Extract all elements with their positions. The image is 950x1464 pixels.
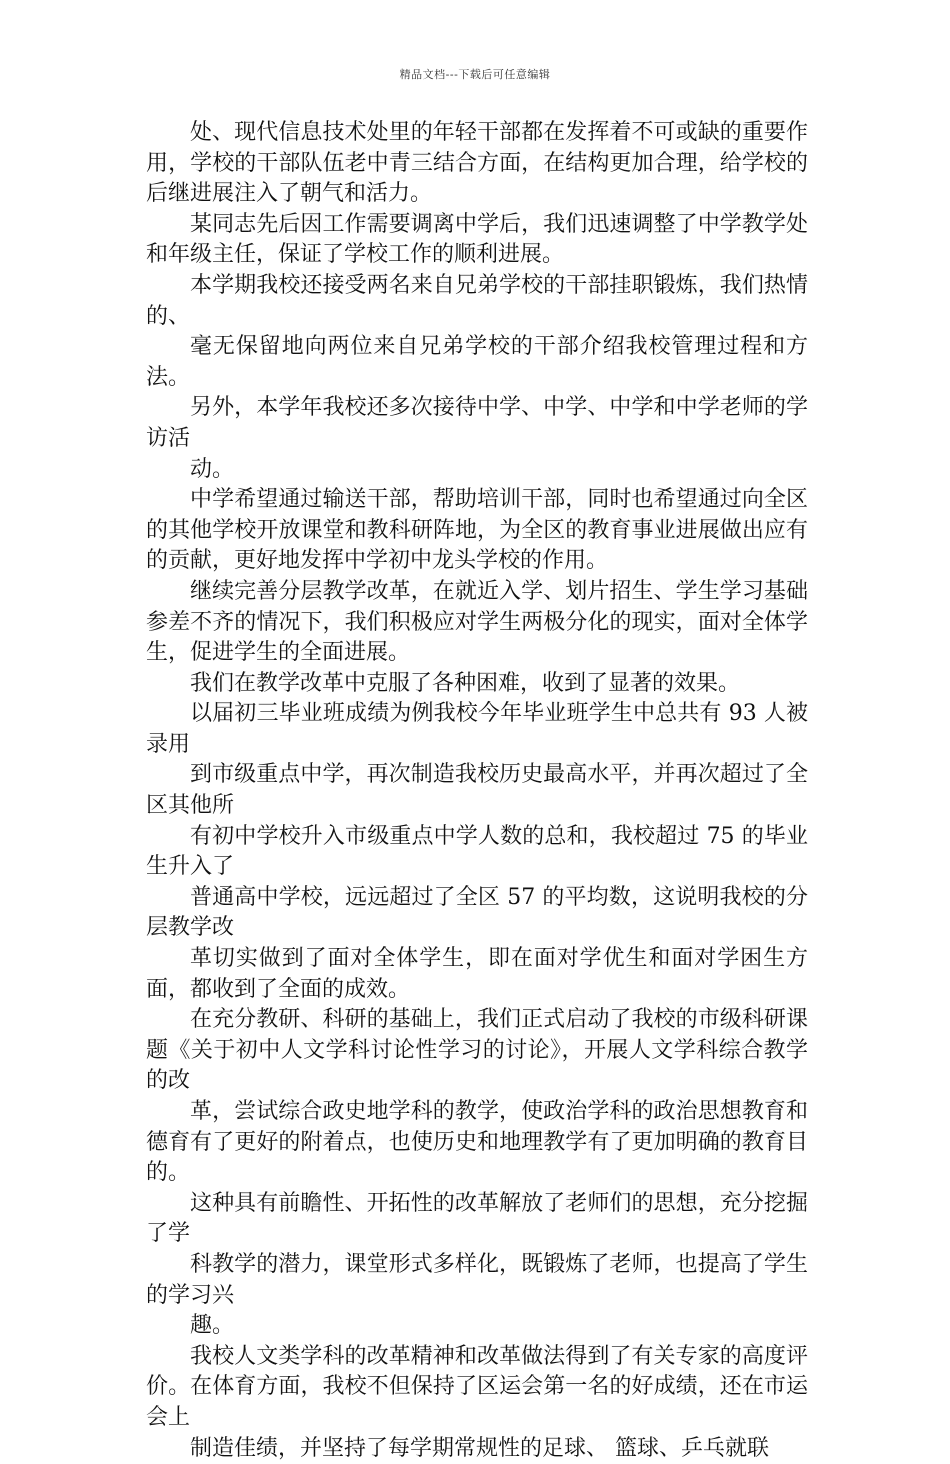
paragraph: 我校人文类学科的改革精神和改革做法得到了有关专家的高度评价。在体育方面，我校不但保持了区运会第一名的好成绩，还在市运会上 bbox=[146, 1343, 808, 1430]
paragraph: 另外，本学年我校还多次接待中学、中学、中学和中学老师的学访活 bbox=[146, 395, 808, 451]
paragraph: 趣。 bbox=[190, 1313, 235, 1339]
paragraph: 某同志先后因工作需要调离中学后，我们迅速调整了中学教学处和年级主任，保证了学校工作的顺利进展。 bbox=[146, 211, 808, 268]
paragraph: 动。 bbox=[190, 456, 235, 482]
paragraph: 中学希望通过输送干部，帮助培训干部，同时也希望通过向全区的其他学校开放课堂和教科研阵地，为全区的教育事业进展做出应有的贡献，更好地发挥中学初中龙头学校的作用。 bbox=[146, 487, 808, 574]
paragraph: 我们在教学改革中克服了各种困难，收到了显著的效果。 bbox=[190, 670, 741, 696]
page-header: 精品文档---下载后可任意编辑 bbox=[399, 68, 551, 81]
paragraph: 科教学的潜力，课堂形式多样化，既锻炼了老师，也提高了学生的学习兴 bbox=[146, 1251, 808, 1308]
paragraph: 到市级重点中学，再次制造我校历史最高水平，并再次超过了全区其他所 bbox=[146, 762, 808, 819]
paragraph: 本学期我校还接受两名来自兄弟学校的干部挂职锻炼，我们热情的、 bbox=[146, 272, 808, 329]
paragraph: 以届初三毕业班成绩为例我校今年毕业班学生中总共有 93 人被录用 bbox=[146, 701, 808, 757]
paragraph: 在充分教研、科研的基础上，我们正式启动了我校的市级科研课题《关于初中人文学科讨论性学习的讨论》，开展人文学科综合教学的改 bbox=[146, 1007, 808, 1094]
paragraph: 革切实做到了面对全体学生，即在面对学优生和面对学困生方面，都收到了全面的成效。 bbox=[146, 946, 808, 1002]
document-body bbox=[146, 118, 808, 1464]
paragraph: 继续完善分层教学改革，在就近入学、划片招生、学生学习基础参差不齐的情况下，我们积极应对学生两极分化的现实，面对全体学生，促进学生的全面进展。 bbox=[146, 578, 808, 666]
paragraph: 处、现代信息技术处里的年轻干部都在发挥着不可或缺的重要作用，学校的干部队伍老中青三结合方面，在结构更加合理，给学校的后继进展注入了朝气和活力。 bbox=[146, 120, 808, 207]
paragraph: 毫无保留地向两位来自兄弟学校的干部介绍我校管理过程和方法。 bbox=[146, 334, 808, 390]
paragraph: 这种具有前瞻性、开拓性的改革解放了老师们的思想，充分挖掘了学 bbox=[146, 1190, 808, 1247]
paragraph: 有初中学校升入市级重点中学人数的总和，我校超过 75 的毕业生升入了 bbox=[146, 823, 808, 880]
paragraph: 普通高中学校，远远超过了全区 57 的平均数，这说明我校的分层教学改 bbox=[146, 884, 808, 941]
paragraph: 制造佳绩，并坚持了每学期常规性的足球、 篮球、乒乓就联 bbox=[190, 1435, 769, 1461]
paragraph: 革，尝试综合政史地学科的教学，使政治学科的政治思想教育和德育有了更好的附着点，也使历史和地理教学有了更加明确的教育目的。 bbox=[146, 1099, 808, 1186]
